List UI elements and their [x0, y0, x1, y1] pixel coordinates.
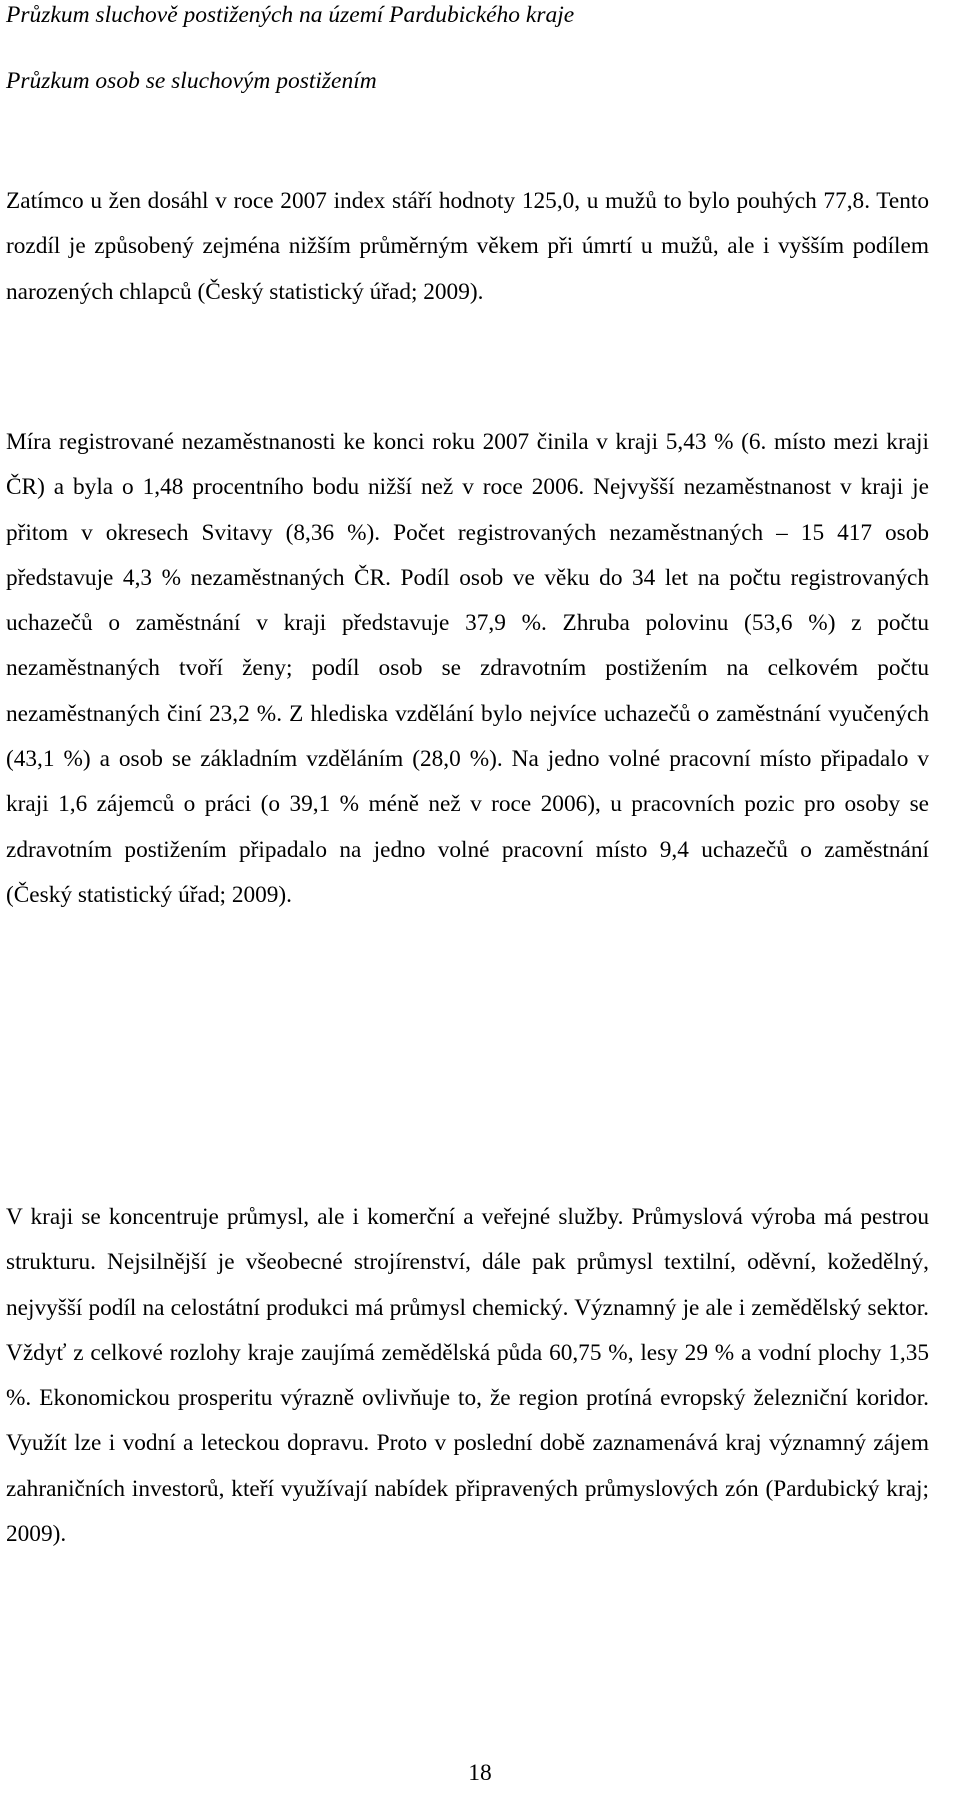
running-header-title: Průzkum sluchově postižených na území Pardubického kraje [6, 2, 575, 28]
page-number: 18 [468, 1760, 492, 1786]
running-header-subtitle: Průzkum osob se sluchovým postižením [6, 68, 377, 94]
paragraph-industry: V kraji se koncentruje průmysl, ale i komerční a veřejné služby. Průmyslová výroba má pestrou strukturu. Nejsilnější je všeobecné strojírenství, dále pak průmysl textilní, oděvní, kožedělný, nejvyšší podíl na celostátní produkci má průmysl chemický. Významný je ale i zemědělský sektor. Vždyť z celkové rozlohy kraje zaujímá zemědělská půda 60,75 %, lesy 29 % a vodní plochy 1,35 %. Ekonomickou prosperitu výrazně ovlivňuje to, že region protíná evropský železniční koridor. Využít lze i vodní a leteckou dopravu. Proto v poslední době zaznamenává kraj významný zájem zahraničních investorů, kteří využívají nabídek připravených průmyslových zón (Pardubický kraj; 2009). [6, 1204, 929, 1548]
paragraph-age-index: Zatímco u žen dosáhl v roce 2007 index stáří hodnoty 125,0, u mužů to bylo pouhých 77,8. Tento rozdíl je způsobený zejména nižším průměrným věkem při úmrtí u mužů, ale i vyšším podílem narozených chlapců (Český statistický úřad; 2009). [6, 188, 929, 305]
paragraph-unemployment: Míra registrované nezaměstnanosti ke konci roku 2007 činila v kraji 5,43 % (6. místo mezi kraji ČR) a byla o 1,48 procentního bodu nižší než v roce 2006. Nejvyšší nezaměstnanost v kraji je přitom v okresech Svitavy (8,36 %). Počet registrovaných nezaměstnaných – 15 417 osob představuje 4,3 % nezaměstnaných ČR. Podíl osob ve věku do 34 let na počtu registrovaných uchazečů o zaměstnání v kraji představuje 37,9 %. Zhruba polovinu (53,6 %) z počtu nezaměstnaných tvoří ženy; podíl osob se zdravotním postižením na celkovém počtu nezaměstnaných činí 23,2 %. Z hlediska vzdělání bylo nejvíce uchazečů o zaměstnání vyučených (43,1 %) a osob se základním vzděláním (28,0 %). Na jedno volné pracovní místo připadalo v kraji 1,6 zájemců o práci (o 39,1 % méně než v roce 2006), u pracovních pozic pro osoby se zdravotním postižením připadalo na jedno volné pracovní místo 9,4 uchazečů o zaměstnání (Český statistický úřad; 2009). [6, 429, 929, 908]
